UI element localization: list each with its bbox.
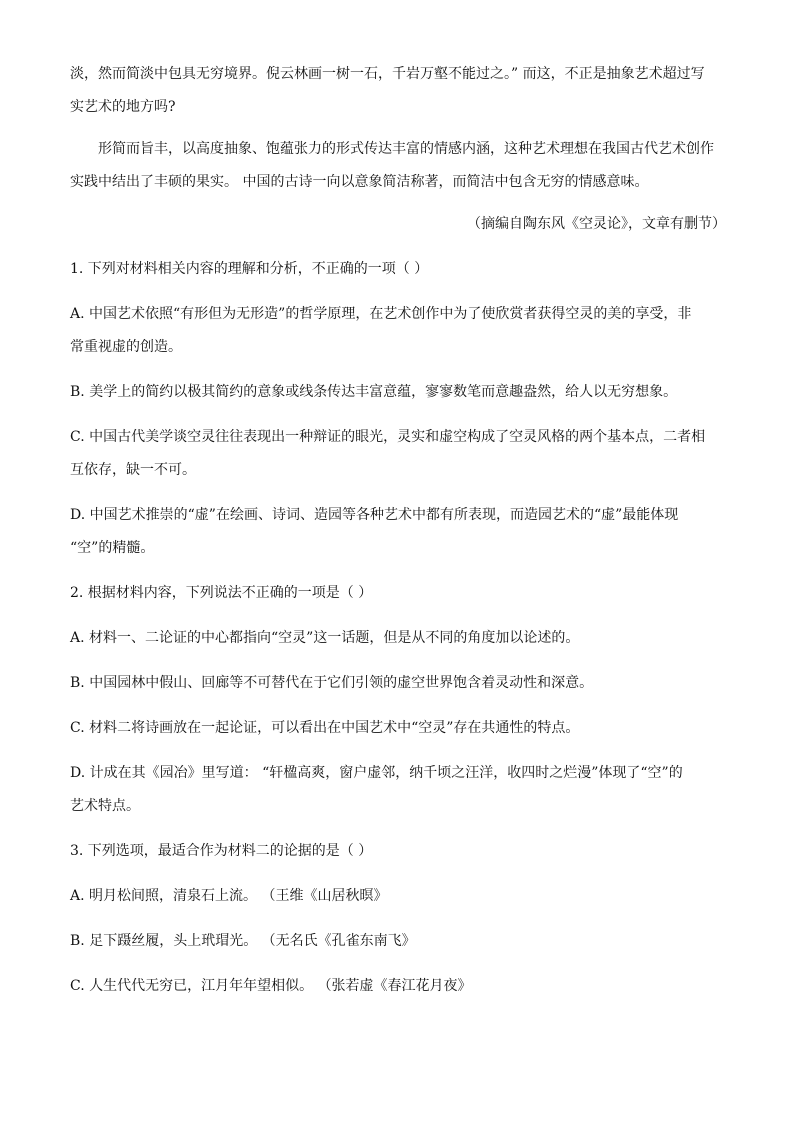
question-1-option-d bbox=[70, 499, 726, 565]
option-line: 常重视虚的创造。 bbox=[70, 339, 182, 355]
question-1-option-c bbox=[70, 421, 726, 487]
question-3-option-b bbox=[70, 925, 726, 958]
source-citation bbox=[70, 208, 726, 241]
question-1-option-b bbox=[70, 376, 726, 409]
question-1 bbox=[70, 253, 726, 286]
question-2-option-c bbox=[70, 712, 726, 745]
question-1-option-a bbox=[70, 298, 726, 364]
question-stem: 3. 下列选项，最适合作为材料二的论据的是（ ） bbox=[70, 843, 373, 859]
question-2-option-b bbox=[70, 667, 726, 700]
option-line: D. 中国艺术推崇的“虚”在绘画、诗词、造园等各种艺术中都有所表现，而造园艺术的“虚”最能体现 bbox=[70, 507, 679, 523]
option-line: B. 美学上的简约以极其简约的意象或线条传达丰富意蕴，寥寥数笔而意趣盎然，给人以无穷想象。 bbox=[70, 384, 678, 400]
option-line: A. 材料一、二论证的中心都指向“空灵”这一话题，但是从不同的角度加以论述的。 bbox=[70, 630, 580, 646]
question-3 bbox=[70, 835, 726, 868]
document-page bbox=[70, 58, 726, 1003]
option-line: B. 中国园林中假山、回廊等不可替代在于它们引领的虚空世界饱含着灵动性和深意。 bbox=[70, 675, 594, 691]
source-text: （摘编自陶东风《空灵论》，文章有删节） bbox=[467, 216, 726, 232]
question-stem: 1. 下列对材料相关内容的理解和分析，不正确的一项（ ） bbox=[70, 261, 429, 277]
question-3-option-a bbox=[70, 880, 726, 913]
option-line: C. 人生代代无穷已，江月年年望相似。 （张若虚《春江花月夜》 bbox=[70, 978, 472, 994]
option-line: 艺术特点。 bbox=[70, 798, 140, 814]
passage-paragraph-1 bbox=[70, 58, 726, 124]
option-line: B. 足下蹑丝履，头上玳瑁光。 （无名氏《孔雀东南飞》 bbox=[70, 933, 416, 949]
question-stem: 2. 根据材料内容，下列说法不正确的一项是（ ） bbox=[70, 585, 373, 601]
text-line: 实践中结出了丰硕的果实。 中国的古诗一向以意象简洁称著，而简洁中包含无穷的情感意味。 bbox=[70, 174, 649, 190]
option-line: A. 中国艺术依照“有形但为无形造”的哲学原理，在艺术创作中为了使欣赏者获得空灵的美的享受，非 bbox=[70, 306, 692, 322]
text-line: 实艺术的地方吗? bbox=[70, 99, 176, 115]
option-line: C. 中国古代美学谈空灵往往表现出一种辩证的眼光，灵实和虚空构成了空灵风格的两个基本点，二者相 bbox=[70, 429, 706, 445]
option-line: 互依存，缺一不可。 bbox=[70, 462, 196, 478]
option-line: “空”的精髓。 bbox=[70, 540, 155, 556]
question-2-option-a bbox=[70, 622, 726, 655]
passage-paragraph-2 bbox=[70, 133, 726, 199]
question-2-option-d bbox=[70, 757, 726, 823]
question-3-option-c bbox=[70, 970, 726, 1003]
text-line: 形简而旨丰，以高度抽象、饱蕴张力的形式传达丰富的情感内涵，这种艺术理想在我国古代艺术创作 bbox=[98, 141, 714, 157]
option-line: D. 计成在其《园冶》里写道： “轩楹高爽，窗户虚邻，纳千顷之汪洋，收四时之烂漫”体现了“空”的 bbox=[70, 765, 683, 781]
text-line: 淡，然而简淡中包具无穷境界。倪云林画一树一石，千岩万壑不能过之。” 而这，不正是抽象艺术超过写 bbox=[70, 66, 705, 82]
question-2 bbox=[70, 577, 726, 610]
option-line: C. 材料二将诗画放在一起论证，可以看出在中国艺术中“空灵”存在共通性的特点。 bbox=[70, 720, 580, 736]
option-line: A. 明月松间照，清泉石上流。 （王维《山居秋暝》 bbox=[70, 888, 388, 904]
